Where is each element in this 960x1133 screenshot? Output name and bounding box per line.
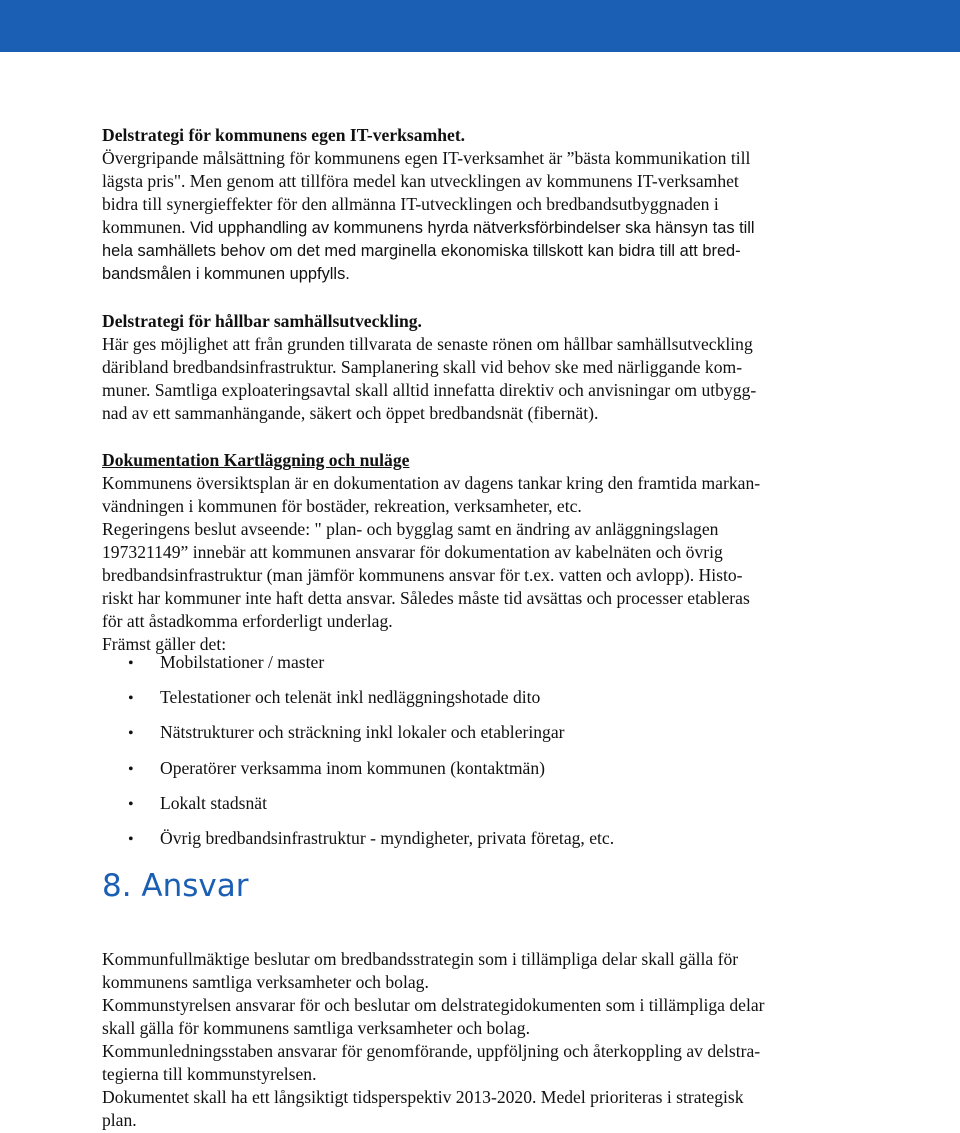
paragraph-line: kommunen. [102, 217, 186, 237]
bullet-list [102, 651, 842, 862]
paragraph-line: plan. [102, 1110, 137, 1130]
paragraph-line: lägsta pris". Men genom att tillföra medel kan utvecklingen av kommunens IT-verksamhet [102, 171, 739, 191]
section-sustainable-development [102, 310, 862, 425]
section-title: Delstrategi för kommunens egen IT-verksamhet. [102, 125, 466, 145]
paragraph-line: Kommunstyrelsen ansvarar för och beslutar om delstrategidokumenten som i tillämpliga delar [102, 995, 765, 1015]
paragraph-line: Dokumentet skall ha ett långsiktigt tidsperspektiv 2013-2020. Medel prioriteras i strategisk [102, 1087, 744, 1107]
bullet-icon: • [128, 725, 134, 743]
list-item-text: Lokalt stadsnät [160, 792, 268, 813]
paragraph-line: Kommunens översiktsplan är en dokumentation av dagens tankar kring den framtida markan- [102, 473, 761, 493]
paragraph-line: hela samhällets behov om det med marginella ekonomiska tillskott kan bidra till att bred- [102, 242, 741, 260]
chapter-heading: 8. Ansvar [102, 868, 249, 904]
paragraph-line: bandsmålen i kommunen uppfylls. [102, 265, 350, 283]
list-item [102, 827, 842, 862]
paragraph-line: däribland bredbandsinfrastruktur. Samplanering skall vid behov ske med närliggande kom- [102, 357, 743, 377]
section-title: Delstrategi för hållbar samhällsutveckling. [102, 311, 422, 331]
list-item [102, 792, 842, 827]
list-item-text: Telestationer och telenät inkl nedläggningshotade dito [160, 687, 541, 708]
list-item-text: Nätstrukturer och sträckning inkl lokaler och etableringar [160, 722, 565, 743]
paragraph-line: nad av ett sammanhängande, säkert och öppet bredbandsnät (fibernät). [102, 403, 599, 423]
paragraph-line: Vid upphandling av kommunens hyrda nätverksförbindelser ska hänsyn tas till [189, 219, 755, 237]
list-item-text: Övrig bredbandsinfrastruktur - myndigheter, privata företag, etc. [160, 827, 615, 848]
list-item [102, 721, 842, 756]
paragraph-line: Regeringens beslut avseende: " plan- och bygglag samt en ändring av anläggningslagen [102, 519, 719, 539]
paragraph-line: Främst gäller det: [102, 634, 227, 654]
paragraph-line: Kommunledningsstaben ansvarar för genomförande, uppföljning och återkoppling av delstra- [102, 1041, 761, 1061]
section-responsibility [102, 948, 862, 1132]
section-documentation [102, 449, 862, 656]
list-item-text: Mobilstationer / master [160, 652, 325, 672]
paragraph-line: riskt har kommuner inte haft detta ansvar. Således måste tid avsättas och processer etableras [102, 588, 750, 608]
paragraph-line: bredbandsinfrastruktur (man jämför kommunens ansvar för t.ex. vatten och avlopp). Histo- [102, 565, 743, 585]
list-item [102, 651, 842, 686]
paragraph-line: tegierna till kommunstyrelsen. [102, 1064, 317, 1084]
paragraph-line: skall gälla för kommunens samtliga verksamheter och bolag. [102, 1018, 530, 1038]
paragraph-line: 197321149” innebär att kommunen ansvarar för dokumentation av kabelnäten och övrig [102, 542, 723, 562]
paragraph-line: Här ges möjlighet att från grunden tillvarata de senaste rönen om hållbar samhällsutveckling [102, 334, 753, 354]
paragraph-line: vändningen i kommunen för bostäder, rekreation, verksamheter, etc. [102, 496, 582, 516]
bullet-icon: • [128, 760, 134, 778]
bullet-icon: • [128, 795, 134, 813]
paragraph-line: bidra till synergieffekter för den allmänna IT-utvecklingen och bredbandsutbyggnaden i [102, 194, 719, 214]
list-item [102, 757, 842, 792]
list-item [102, 686, 842, 721]
bullet-icon: • [128, 830, 134, 848]
section-title: Dokumentation Kartläggning och nuläge [102, 450, 410, 470]
paragraph-line: muner. Samtliga exploateringsavtal skall alltid innefatta direktiv och anvisningar om utbygg- [102, 380, 757, 400]
paragraph-line: Övergripande målsättning för kommunens egen IT-verksamhet är ”bästa kommunikation till [102, 148, 751, 168]
bullet-icon: • [128, 690, 134, 708]
list-item-text: Operatörer verksamma inom kommunen (kontaktmän) [160, 757, 545, 778]
paragraph-line: Kommunfullmäktige beslutar om bredbandsstrategin som i tillämpliga delar skall gälla för [102, 949, 739, 969]
paragraph-line: kommunens samtliga verksamheter och bolag. [102, 972, 429, 992]
bullet-icon: • [128, 655, 134, 672]
section-it-strategy [102, 124, 862, 286]
paragraph-line: för att åstadkomma erforderligt underlag. [102, 611, 393, 631]
